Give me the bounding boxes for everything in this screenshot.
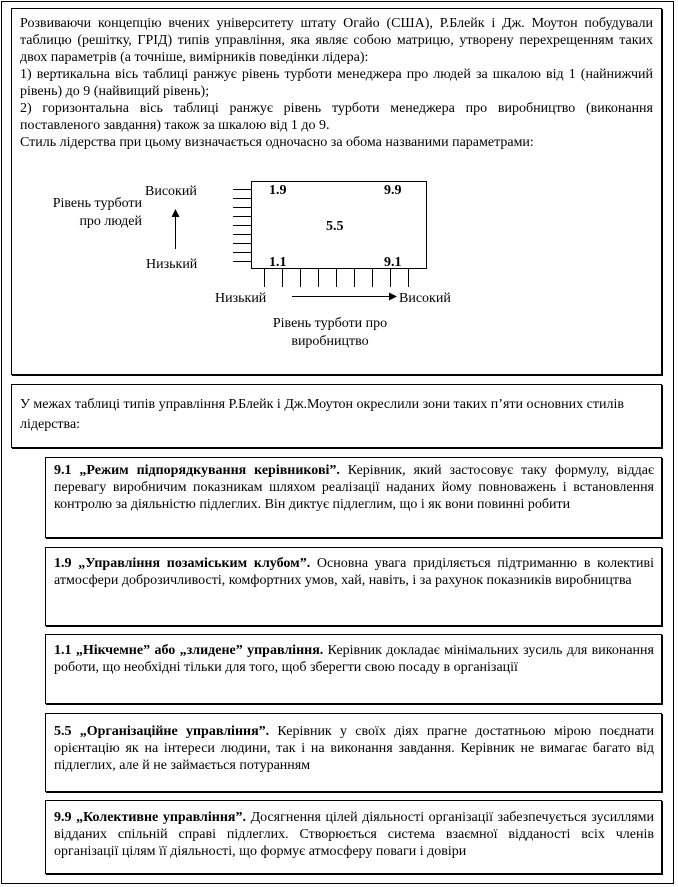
style-card-1-1 (45, 634, 662, 704)
y-high-label: Високий (145, 184, 197, 199)
style-card-5-5 (45, 713, 662, 792)
style-text (54, 809, 654, 860)
style-description: Досягнення цілей діяльності організації забезпечується зусиллями відданих спільній справі підлеглих. Створюється система взаємної відданості всіх членів організації цілям її діяльності, що формує атмосферу поваги і довіри (54, 810, 654, 859)
x-high-label: Високий (399, 291, 451, 306)
cell-9-1: 9.1 (384, 255, 402, 270)
style-card-9-1 (45, 457, 662, 538)
style-text (54, 462, 654, 513)
cell-9-9: 9.9 (384, 183, 402, 198)
style-title: 1.9 „Управління позаміським клубом”. (54, 556, 311, 571)
style-text (54, 723, 654, 774)
style-card-9-9 (45, 800, 662, 874)
intro-paragraph-4: Стиль лідерства при цьому визначається одночасно за обома названими параметрами: (20, 135, 534, 150)
style-card-1-9 (45, 547, 662, 626)
style-title: 5.5 „Організаційне управління”. (54, 724, 270, 739)
cell-1-9: 1.9 (269, 183, 287, 198)
zones-intro-text: У межах таблиці типів управління Р.Блейк і Дж.Моутон окреслили зони таких п’яти основних стилів лідерства: (20, 397, 624, 432)
y-axis-label: Рівень турботи про людей (52, 196, 142, 229)
style-description: Керівник у своїх діях прагне достатньою мірою поєднати орієнтацію як на інтереси людини, так і на виконання завдання. Керівник не вимагає багато від підлеглих, але й не займається потуранням (54, 724, 654, 773)
intro-paragraph-2: 1) вертикальна вісь таблиці ранжує рівень турботи менеджера про людей за шкалою від 1 (найнижчий рівень) до 9 (найвищий рівень); (20, 67, 653, 99)
cell-1-1: 1.1 (269, 255, 287, 270)
style-text (54, 642, 654, 676)
style-title: 9.1 „Режим підпорядкування керівникові”. (54, 463, 340, 478)
style-description: Керівник докладає мінімальних зусиль для виконання роботи, що необхідні тільки для того, щоб зберегти свою посаду в організації (54, 643, 654, 675)
style-description: Основна увага приділяється підтриманню в колективі атмосфери доброзичливості, комфортних умов, хай, навіть, і за рахунок показників виробництва (54, 556, 655, 588)
style-title: 1.1 „Нікчемне” або „злидене” управління. (54, 643, 324, 658)
style-title: 9.9 „Колективне управління”. (54, 810, 246, 825)
y-low-label: Низький (146, 257, 198, 272)
cell-5-5: 5.5 (326, 219, 344, 234)
style-text (54, 555, 654, 589)
intro-paragraph-3: 2) горизонтальна вісь таблиці ранжує рівень турботи менеджера про виробництво (виконання поставленого завдання) також за шкалою від 1 до 9. (20, 101, 653, 133)
intro-box (11, 8, 662, 375)
style-description: Керівник, який застосовує таку формулу, віддає перевагу виробничим показникам шляхом реалізації наданих йому повноважень і встановлення контролю за діяльністю підлеглих. Він диктує підлеглим, що і як вони повинні робити (54, 463, 654, 512)
grid-lines (12, 9, 663, 376)
zones-intro-box (11, 384, 662, 448)
grid-diagram (12, 9, 663, 376)
x-axis-label: Рівень турботи про виробництво (272, 316, 388, 349)
intro-paragraph-1: Розвиваючи концепцію вчених університету штату Огайо (США), Р.Блейк і Дж. Моутон побудували таблицю (решітку, ГРІД) типів управління, яка являє собою матрицю, утворену перехрещенням таких двох параметрів (а точніше, вимірників поведінки лідера): (20, 16, 653, 65)
x-low-label: Низький (215, 291, 267, 306)
